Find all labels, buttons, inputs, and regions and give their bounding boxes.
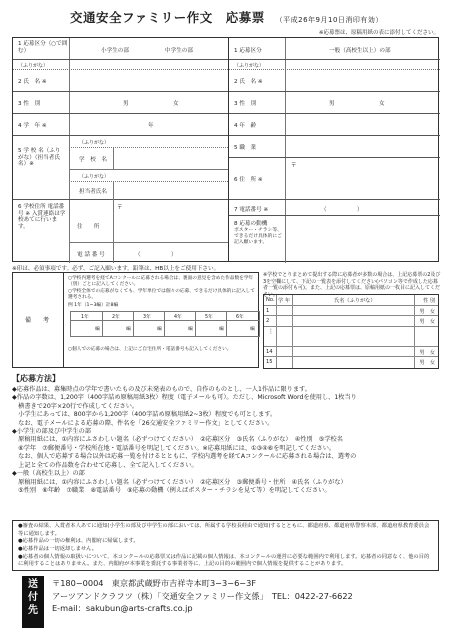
grade-2: 2年 [112,315,120,320]
school-address-row [13,200,228,263]
g-furigana-row [229,60,440,70]
male-option[interactable]: 男 [123,101,129,107]
method-line: ⑥学年 ⑦郵便番号・学校所在地・電話番号を明記してください。※応募用紙には、①③④⑥を明記してください。 [12,444,336,452]
division-label: 1 応募区分（○で囲む） [18,41,68,54]
school-name-label: 学 校 名 [79,157,107,163]
g-age-label: 4 年 齢 [234,123,257,129]
row-no: 15 [266,359,273,365]
g-gender-row [229,92,440,114]
g-phone-label: 7 電話番号 ※ [234,207,269,213]
school-phone-label: 電 話 番 号 [77,252,105,258]
application-method [12,374,442,495]
g-job-row [229,136,440,158]
g-motive-note: ポスター・チラシ等、できるだけ具体的にご記入願います。 [234,228,282,245]
division-row [13,38,228,60]
list-header-row [264,295,438,306]
grade-row [13,114,228,136]
col-grade: 学 年 [278,298,291,304]
note-item: ●応募作品は一切返却しません。 [18,546,98,553]
method-line: 原稿用紙には、①内容にふさわしい題名（必ずつけてください） ②応募区分 ③氏名（ふりがな） ④性別 ⑤学校名 [12,436,343,444]
g-phone-row [229,200,440,216]
row-no: 14 [266,348,273,355]
grade-unit: 年 [148,123,154,129]
note-item: ●応募作品の一切の権利は、内閣府に帰属します。 [18,538,139,545]
notes-box [12,520,439,571]
unit-2: 編 [126,327,131,332]
student-column [13,38,229,261]
teacher-furigana: （ふりがな） [79,174,110,180]
school-address-label: 6 学校住所 電話番号 ※ 入賞連絡は学校あてに行います。 [18,204,66,231]
g-age-row [229,114,440,136]
g-male-option[interactable]: 男 [329,101,335,107]
method-line: なお、個人で応募する場合以外は応募一覧を付けるとともに、学校内選考を経てAコンクールに応募される場合は、選考の [12,453,357,461]
school-row [13,136,228,200]
grade-6: 6年 [236,315,244,320]
list-row [264,316,438,327]
unit-4: 編 [188,327,193,332]
g-address-label: 6 住 所 ※ [234,177,263,183]
phone-close: ） [171,252,177,258]
junior-high-option[interactable]: 中学生の部 [165,48,193,54]
furigana-label: （ふりがな） [18,63,49,69]
col-gender: 性 別 [422,298,435,304]
remarks-box [12,272,259,368]
method-line: 原稿用紙には、①内容にふさわしい題名（必ずつけてください） ②応募区分 ③郵便番号・住所 ④氏名（ふりがな） [12,478,347,486]
g-division-row [229,38,440,60]
unit-5: 編 [219,327,224,332]
gender-label: 3 性 別 [18,101,41,107]
remarks-note4: ○個人での応募の場合は、上記にご自宅住所・電話番号も記入してください。 [68,347,232,352]
g-gender-label: 3 性 別 [234,101,257,107]
row-no: 2 [266,318,270,324]
remarks-label: 備 考 [25,317,50,324]
postal-mark: 〒 [117,205,123,211]
deadline-text: （平成26年9月10日消印有効） [275,16,383,24]
furigana-row [13,60,228,70]
destination-company: アーツアンドクラフツ（株）「交通安全ファミリー作文係」 TEL：0422-27-6622 [52,590,353,601]
note-item: ●審査の結果、入賞者本人あてに通知(小学生の部及び中学生の部においては、所属する学校長経由で通知)するとともに、都道府県、都道府県警察本部、都道府県教育委員会等に通知します。 [18,523,430,537]
unit-1: 編 [95,327,100,332]
method-line: 小学生にあっては、800字から1,200字（400字詰め原稿用紙2~3枚）程度でも可とします。 [12,411,277,419]
row-gender[interactable]: 男 女 [419,360,435,366]
g-job-label: 5 職 業 [234,145,257,151]
g-name-row [229,70,440,92]
g-motive-row [229,216,440,263]
list-row [264,306,438,317]
g-female-option[interactable]: 女 [379,101,385,107]
teacher-name-label: 担当者氏名 [79,189,107,195]
row-gender[interactable]: 男 女 [419,349,435,356]
gender-row [13,92,228,114]
name-row [13,70,228,92]
list-ellipsis: ⋮ [268,327,274,335]
method-line: 上記と全ての作品数を合わせて応募し、全て記入してください。 [12,461,198,469]
grade-1: 1年 [81,315,89,320]
name-label: 2 氏 名 ※ [18,79,47,85]
destination-badge: 送 付 先 [22,576,44,628]
school-furigana: （ふりがな） [79,140,110,146]
general-column [229,38,440,261]
row-no: 1 [266,307,270,314]
grade-3: 3年 [143,315,151,320]
female-option[interactable]: 女 [173,101,179,107]
col-no: No. [266,297,275,303]
method-line: ◆小学生の部及び中学生の部 [12,427,92,435]
row-gender[interactable]: 男 女 [419,319,435,325]
destination-info [52,577,353,615]
application-form [12,37,439,262]
destination-email[interactable]: E-mail：sakubun@arts-crafts.co.jp [52,603,193,614]
method-heading: 【応募方法】 [12,374,60,383]
row-gender[interactable]: 男 女 [419,308,435,315]
grade-5: 5年 [205,315,213,320]
note-item: ●応募者の個人情報の取扱いについて、本コンクールの応募票又は作品に記載の個人情報は、本コンクールの運営に必要な範囲内で利用します。応募者の同意なく、他の目的に利用することはありません。また、内閣府が本事業を委託する事業者等に、上記の目的の範囲内で個人情報を提供することがあります。 [18,553,430,568]
g-division-option[interactable]: 一般（高校生以上）の部 [329,48,391,54]
remarks-example: 例 1年（1~3編）計8編 [68,303,119,308]
g-division-label: 1 応募区分 [234,48,262,54]
list-note: ※学校でとりまとめて提出する際に応募者が多数の場合は、上記応募票の2及び3を空欄にして、下記の一覧表を添付してください(パソコン等で作成した応募者一覧の添付も可)。また、上記の応募票は、原稿用紙の一枚目に記入してください。 [263,272,441,298]
method-line: ◆作品の字数は、1,200字（400字詰め原稿用紙3枚）程度（電子メールも可）。ただし、Microsoft Wordを使用し、1枚当り [12,394,357,402]
list-row [264,357,438,368]
participant-list [263,294,439,369]
g-address-row [229,158,440,200]
page-title [70,8,383,26]
destination-address: 〒180−0004 東京都武蔵野市吉祥寺本町3−3−6−3F [52,578,257,588]
method-line: ◆応募作品は、募集時点の学年で書いたもの及び未発表のもので、自作のものとし、一人1作品に限ります。 [12,385,311,393]
grade-count-grid [70,311,260,337]
remarks-note1: ○学校内選考を経てAコンクールに応募される場合は、裏面の意見を含めた作品数を学年（別）ごとに記入してください。 [68,276,254,288]
attach-note: ※応募票は、原稿用紙の表に添付してください。 [318,30,439,36]
remarks-note2: ○学校全体での応募がなくても、学年単位では個々の応募、できるだけ具体的に記入して選考される。 [68,289,255,301]
method-line: ◆一般（高校生以上）の部 [12,470,85,478]
g-motive-label: 8 応募の動機 [234,221,268,227]
g-name-label: 2 氏 名 ※ [234,79,263,85]
elementary-option[interactable]: 小学生の部 [101,48,129,54]
g-phone-open: （ [321,207,327,213]
required-note: ※印は、必須事項です。必ず、ご記入願います。鉛筆は、HB以上をご使用下さい。 [12,266,220,272]
method-line: ⑤性別 ⑥年齢 ⑦職業 ⑧電話番号 ⑨応募の動機（例えばポスター・チラシを見て等）を明記してください。 [12,486,331,494]
g-phone-close: ） [357,207,363,213]
grade-label: 4 学 年 ※ [18,123,47,129]
unit-6: 編 [250,327,255,332]
g-postal-mark: 〒 [291,163,297,169]
unit-3: 編 [157,327,162,332]
address-label: 住 所 [77,224,100,230]
g-furigana-label: （ふりがな） [234,63,265,69]
method-line: 横書きで20字×20行で作成してください。 [12,402,139,410]
list-gap [264,327,438,347]
method-line: なお、電子メールによる応募の際、件名を「26交通安全ファミリー作文」としてください。 [12,419,274,427]
col-name: 氏名（ふりがな） [334,298,376,304]
school-label: 5 学 校 名（ふりがな）（担当者氏名）※ [18,148,61,168]
title-text: 交通安全ファミリー作文 応募票 [70,10,265,25]
grade-4: 4年 [174,315,182,320]
phone-open: （ [135,252,141,258]
list-row [264,347,438,358]
